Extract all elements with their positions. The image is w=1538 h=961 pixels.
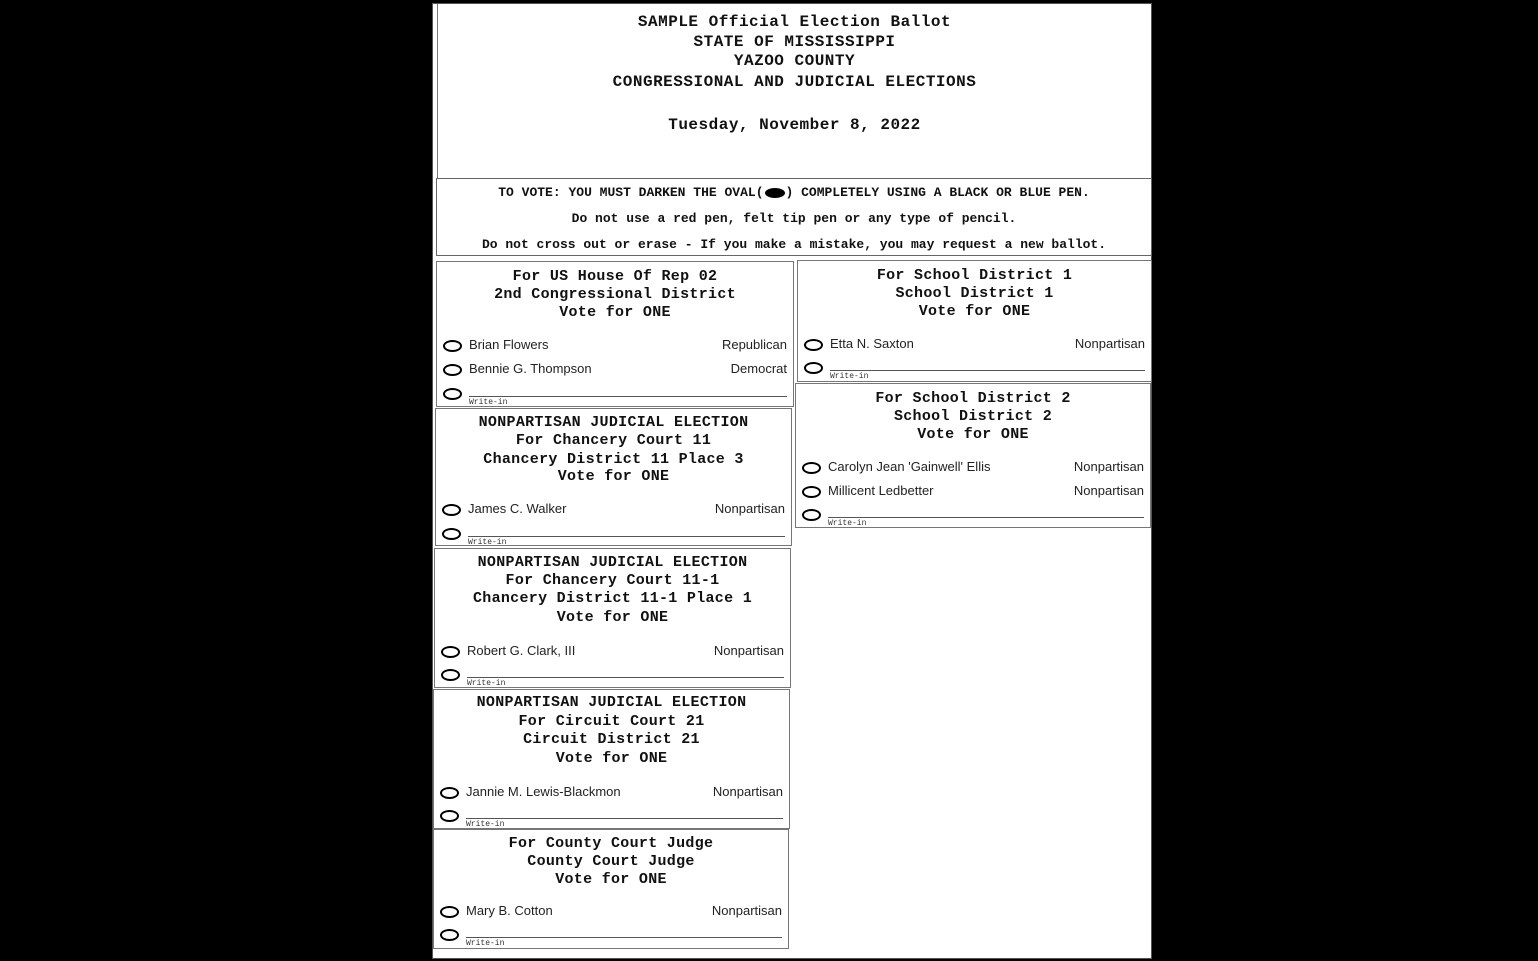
candidate-row[interactable] — [443, 360, 787, 380]
candidate-row[interactable] — [802, 458, 1144, 478]
contest-subtitle: Circuit District 21 — [523, 731, 700, 748]
write-in-line[interactable] — [828, 517, 1144, 518]
candidate-party: Nonpartisan — [712, 784, 783, 799]
contest-title: For School District 2 — [875, 390, 1071, 407]
vote-oval[interactable] — [440, 810, 459, 822]
write-in-label: Write-in — [468, 538, 507, 547]
candidate-name: Bennie G. Thompson — [469, 361, 592, 376]
write-in-row[interactable] — [443, 384, 787, 406]
contest-county-court-judge — [433, 829, 789, 949]
contest-subtitle: School District 1 — [895, 285, 1054, 302]
candidate-name: Brian Flowers — [469, 337, 549, 352]
instruction-line-1-end: ) COMPLETELY USING A BLACK OR BLUE PEN. — [785, 185, 1090, 200]
contest-title: For Circuit Court 21 — [518, 713, 705, 730]
write-in-row[interactable] — [440, 925, 782, 947]
contest-subtitle: Chancery District 11-1 Place 1 — [472, 590, 753, 607]
vote-oval[interactable] — [442, 504, 461, 516]
contest-us-house — [436, 261, 794, 407]
candidate-row[interactable] — [804, 335, 1145, 355]
contest-circuit-21 — [433, 689, 790, 829]
header-date: Tuesday, November 8, 2022 — [668, 116, 921, 134]
contest-title: For Chancery Court 11 — [515, 432, 712, 449]
instruction-line-2: Do not use a red pen, felt tip pen or any type of pencil. — [571, 211, 1017, 226]
contest-school-district-1 — [797, 260, 1152, 382]
ballot-header — [437, 4, 1151, 178]
candidate-row[interactable] — [802, 482, 1144, 502]
candidate-name: Millicent Ledbetter — [828, 483, 934, 498]
filled-oval-icon — [765, 188, 785, 198]
write-in-row[interactable] — [804, 358, 1145, 380]
voting-instructions — [436, 178, 1152, 256]
candidate-name: Robert G. Clark, III — [467, 643, 576, 658]
write-in-line[interactable] — [468, 536, 785, 537]
candidate-party: Nonpartisan — [1073, 459, 1144, 474]
write-in-label: Write-in — [466, 939, 505, 948]
contest-vote-for: Vote for ONE — [556, 609, 669, 626]
candidate-name: Etta N. Saxton — [830, 336, 914, 351]
vote-oval[interactable] — [802, 462, 821, 474]
candidate-row[interactable] — [440, 783, 783, 803]
vote-oval[interactable] — [441, 646, 460, 658]
contest-chancery-11 — [435, 408, 792, 546]
contest-title: For School District 1 — [876, 267, 1073, 284]
write-in-label: Write-in — [469, 398, 508, 407]
candidate-name: Carolyn Jean 'Gainwell' Ellis — [828, 459, 991, 474]
write-in-line[interactable] — [466, 818, 783, 819]
instruction-line-3: Do not cross out or erase - If you make a mistake, you may request a new ballot. — [481, 237, 1107, 252]
contest-subtitle: 2nd Congressional District — [494, 286, 736, 303]
candidate-party: Nonpartisan — [1073, 483, 1144, 498]
contest-subtitle: School District 2 — [893, 408, 1053, 425]
candidate-party: Republican — [721, 337, 787, 352]
contest-chancery-11-1 — [434, 548, 791, 688]
vote-oval[interactable] — [802, 509, 821, 521]
candidate-name: Mary B. Cotton — [466, 903, 553, 918]
contest-subtitle: Chancery District 11 Place 3 — [483, 451, 744, 468]
write-in-label: Write-in — [467, 679, 506, 688]
vote-oval[interactable] — [443, 364, 462, 376]
contest-title: For US House Of Rep 02 — [512, 268, 718, 285]
write-in-label: Write-in — [830, 372, 869, 381]
contest-header: NONPARTISAN JUDICIAL ELECTION — [476, 694, 747, 711]
vote-oval[interactable] — [804, 339, 823, 351]
candidate-row[interactable] — [441, 642, 784, 662]
write-in-label: Write-in — [466, 820, 505, 829]
write-in-row[interactable] — [442, 524, 785, 546]
vote-oval[interactable] — [440, 787, 459, 799]
header-election: CONGRESSIONAL AND JUDICIAL ELECTIONS — [612, 73, 977, 91]
vote-oval[interactable] — [802, 486, 821, 498]
candidate-row[interactable] — [443, 336, 787, 356]
header-state: STATE OF MISSISSIPPI — [693, 33, 896, 51]
write-in-line[interactable] — [466, 937, 782, 938]
write-in-label: Write-in — [828, 519, 867, 528]
candidate-name: Jannie M. Lewis-Blackmon — [466, 784, 621, 799]
write-in-row[interactable] — [441, 665, 784, 687]
vote-oval[interactable] — [440, 929, 459, 941]
contest-title: For County Court Judge — [508, 835, 714, 852]
write-in-row[interactable] — [440, 806, 783, 828]
candidate-row[interactable] — [440, 902, 782, 922]
candidate-row[interactable] — [442, 500, 785, 520]
candidate-party: Nonpartisan — [714, 501, 785, 516]
candidate-party: Nonpartisan — [711, 903, 782, 918]
vote-oval[interactable] — [441, 669, 460, 681]
candidate-party: Nonpartisan — [713, 643, 784, 658]
vote-oval[interactable] — [443, 340, 462, 352]
candidate-party: Democrat — [730, 361, 787, 376]
contest-vote-for: Vote for ONE — [557, 468, 670, 485]
ballot-page — [432, 3, 1152, 959]
contest-vote-for: Vote for ONE — [918, 303, 1031, 320]
contest-vote-for: Vote for ONE — [555, 750, 668, 767]
contest-vote-for: Vote for ONE — [555, 871, 667, 888]
contest-header: NONPARTISAN JUDICIAL ELECTION — [478, 414, 749, 431]
instruction-line-1-start: TO VOTE: YOU MUST DARKEN THE OVAL( — [498, 185, 764, 200]
contest-vote-for: Vote for ONE — [917, 426, 1029, 443]
contest-school-district-2 — [795, 383, 1151, 528]
contest-title: For Chancery Court 11-1 — [505, 572, 720, 589]
contest-vote-for: Vote for ONE — [559, 304, 671, 321]
vote-oval[interactable] — [442, 528, 461, 540]
vote-oval[interactable] — [443, 388, 462, 400]
contest-header: NONPARTISAN JUDICIAL ELECTION — [477, 554, 748, 571]
contest-subtitle: County Court Judge — [527, 853, 695, 870]
write-in-row[interactable] — [802, 505, 1144, 527]
candidate-name: James C. Walker — [468, 501, 567, 516]
vote-oval[interactable] — [804, 362, 823, 374]
instruction-line-1 — [437, 185, 1151, 200]
header-county: YAZOO COUNTY — [733, 52, 856, 70]
header-title: SAMPLE Official Election Ballot — [637, 13, 952, 31]
write-in-line[interactable] — [830, 370, 1145, 371]
vote-oval[interactable] — [440, 906, 459, 918]
write-in-line[interactable] — [467, 677, 784, 678]
write-in-line[interactable] — [469, 396, 787, 397]
candidate-party: Nonpartisan — [1074, 336, 1145, 351]
